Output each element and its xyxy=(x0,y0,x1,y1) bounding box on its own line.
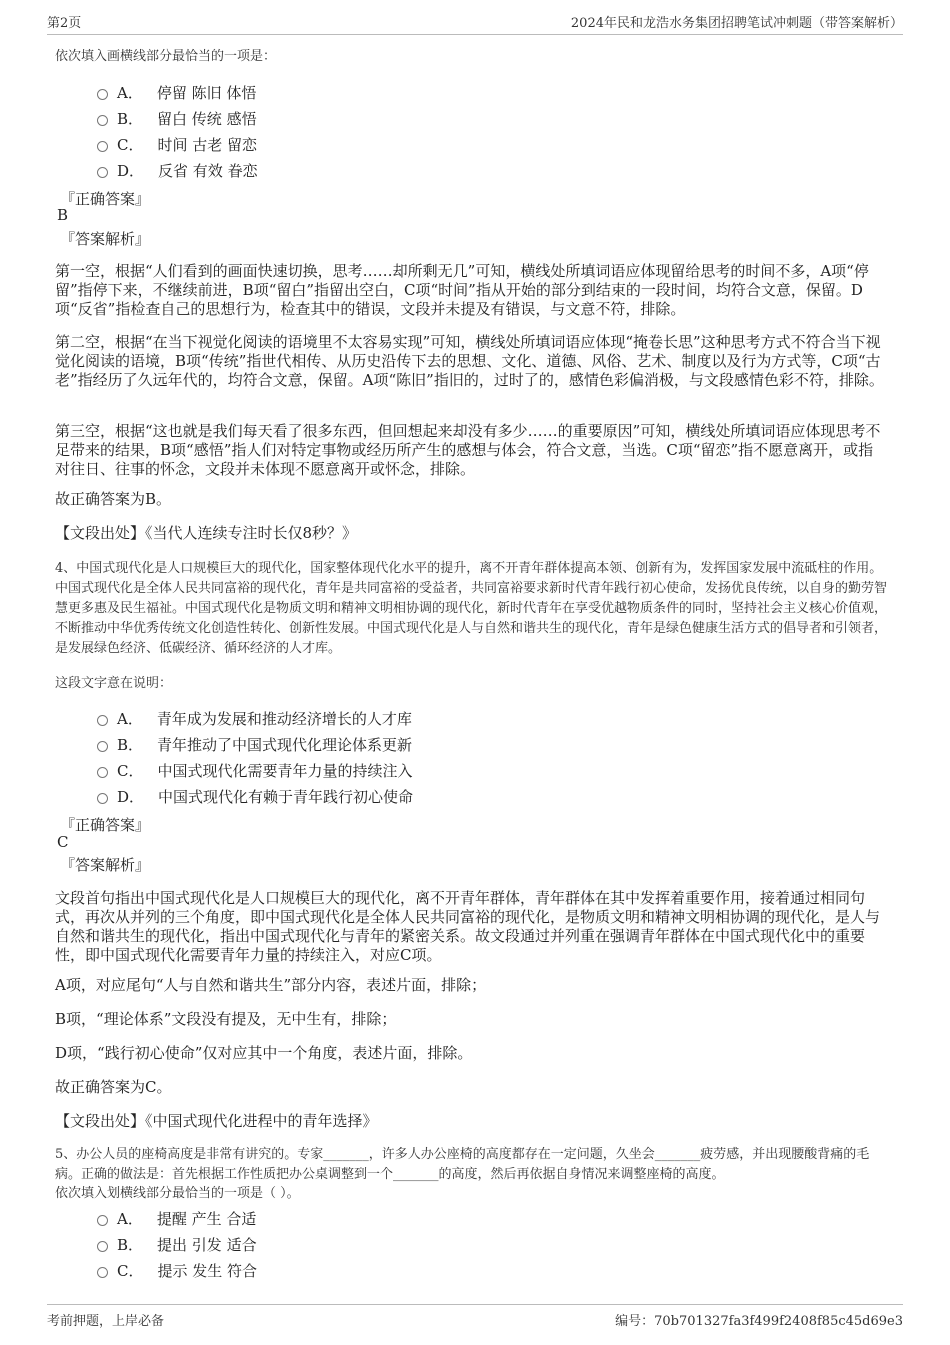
analysis-conclusion: 故正确答案为C。 xyxy=(55,1078,172,1096)
radio-icon[interactable] xyxy=(97,1241,108,1252)
q3-option-d[interactable]: D． 反省 有效 眷恋 xyxy=(97,160,258,181)
analysis-conclusion: 故正确答案为B。 xyxy=(55,490,172,508)
radio-icon[interactable] xyxy=(97,167,108,178)
analysis-paragraph: 文段首句指出中国式现代化是人口规模巨大的现代化，离不开青年群体，青年群体在其中发挥着重要作用，接着通过相同句式，再次从并列的三个角度，即中国式现代化是全体人民共同富裕的现代化，是物质文明和精神文明相协调的现代化，是人与自然和谐共生的现代化，指出中国式现代化与青年的紧密关系。故文段通过并列重在强调青年群体在中国式现代化中的重要性，即中国式现代化需要青年力量的持续注入，对应C项。 xyxy=(55,889,881,964)
radio-icon[interactable] xyxy=(97,89,108,100)
radio-icon[interactable] xyxy=(97,793,108,804)
analysis-paragraph: A项，对应尾句“人与自然和谐共生”部分内容，表述片面，排除； xyxy=(55,976,487,994)
q3-option-b[interactable]: B． 留白 传统 感悟 xyxy=(97,108,257,129)
q5-option-a[interactable]: A． 提醒 产生 合适 xyxy=(97,1208,256,1229)
page-header xyxy=(47,12,903,35)
analysis-paragraph: 第二空，根据“在当下视觉化阅读的语境里不太容易实现”可知，横线处所填词语应体现“掩卷长思”这种思考方式不符合当下视觉化阅读的语境，B项“传统”指世代相传、从历史沿传下去的思想、文化、道德、风俗、艺术、制度以及行为方式等，C项“古老”指经历了久远年代的，均符合文意，保留。A项“陈旧”指旧的，过时了的，感情色彩偏消极，与文段感情色彩不符，排除。 xyxy=(55,333,884,389)
radio-icon[interactable] xyxy=(97,1267,108,1278)
q4-option-c[interactable]: C． 中国式现代化需要青年力量的持续注入 xyxy=(97,760,413,781)
q3-prompt: 依次填入画横线部分最恰当的一项是： xyxy=(55,49,277,64)
analysis-label: 『答案解析』 xyxy=(60,230,151,248)
q4-option-d[interactable]: D． 中国式现代化有赖于青年践行初心使命 xyxy=(97,786,413,807)
radio-icon[interactable] xyxy=(97,741,108,752)
q5-option-c[interactable]: C． 提示 发生 符合 xyxy=(97,1260,257,1281)
footer-slogan: 考前押题，上岸必备 xyxy=(47,1314,165,1329)
analysis-paragraph: D项，“践行初心使命”仅对应其中一个角度，表述片面，排除。 xyxy=(55,1044,473,1062)
analysis-label: 『答案解析』 xyxy=(60,856,151,874)
q3-option-c[interactable]: C． 时间 古老 留恋 xyxy=(97,134,257,155)
analysis-paragraph: B项，“理论体系”文段没有提及，无中生有，排除； xyxy=(55,1010,397,1028)
radio-icon[interactable] xyxy=(97,767,108,778)
q4-stem: 4、中国式现代化是人口规模巨大的现代化，国家整体现代化水平的提升，离不开青年群体提高本领、创新有为，发挥国家发展中流砥柱的作用。中国式现代化是全体人民共同富裕的现代化，青年是共同富裕的受益者，共同富裕要求新时代青年践行初心使命，发扬优良传统，以自身的勤劳智慧更多惠及民生福祉。中国式现代化是物质文明和精神文明相协调的现代化，新时代青年在享受优越物质条件的同时，坚持社会主义核心价值观，不断推动中华优秀传统文化创造性转化、创新性发展。中国式现代化是人与自然和谐共生的现代化，青年是绿色健康生活方式的倡导者和引领者，是发展绿色经济、低碳经济、循环经济的人才库。 xyxy=(55,561,888,656)
answer-label: 『正确答案』 xyxy=(60,816,151,834)
answer-value: B xyxy=(57,206,69,224)
answer-label: 『正确答案』 xyxy=(60,190,151,208)
q3-option-a[interactable]: A． 停留 陈旧 体悟 xyxy=(97,82,256,103)
q4-prompt: 这段文字意在说明： xyxy=(55,676,173,691)
radio-icon[interactable] xyxy=(97,715,108,726)
radio-icon[interactable] xyxy=(97,141,108,152)
radio-icon[interactable] xyxy=(97,115,108,126)
analysis-paragraph: 第三空，根据“这也就是我们每天看了很多东西，但回想起来却没有多少……的重要原因”可知，横线处所填词语应体现思考不足带来的结果，B项“感悟”指人们对特定事物或经历所产生的感想与体会，符合文意，当选。C项“留恋”指不愿意离开，或指对往日、往事的怀念，文段并未体现不愿意离开或怀念，排除。 xyxy=(55,422,881,478)
q4-option-a[interactable]: A． 青年成为发展和推动经济增长的人才库 xyxy=(97,708,412,729)
document-title: 2024年民和龙浩水务集团招聘笔试冲刺题（带答案解析） xyxy=(570,16,903,31)
source-citation: 【文段出处】《当代人连续专注时长仅8秒？》 xyxy=(55,524,358,542)
document-id: 编号：70b701327fa3f499f2408f85c45d69e3 xyxy=(615,1314,903,1329)
analysis-paragraph: 第一空，根据“人们看到的画面快速切换，思考……却所剩无几”可知，横线处所填词语应体现留给思考的时间不多，A项“停留”指停下来，不继续前进，B项“留白”指留出空白，C项“时间”指从开始的部分到结束的一段时间，均符合文意，保留。D项“反省”指检查自己的思想行为，检查其中的错误，文段并未提及有错误，与文意不符，排除。 xyxy=(55,262,869,318)
q5-prompt: 依次填入划横线部分最恰当的一项是（ ）。 xyxy=(55,1186,300,1201)
answer-value: C xyxy=(57,833,69,851)
q5-stem: 5、办公人员的座椅高度是非常有讲究的。专家_______，许多人办公座椅的高度都存在一定问题，久坐会_______疲劳感，并出现腰酸背痛的毛病。正确的做法是：首先根据工作性质把办公桌调整到一个_______的高度，然后再依据自身情况来调整座椅的高度。 xyxy=(55,1147,870,1182)
source-citation: 【文段出处】《中国式现代化进程中的青年选择》 xyxy=(55,1112,378,1130)
q5-option-b[interactable]: B． 提出 引发 适合 xyxy=(97,1234,257,1255)
page-number: 第2页 xyxy=(47,16,82,31)
page-footer xyxy=(47,1304,903,1331)
q4-option-b[interactable]: B． 青年推动了中国式现代化理论体系更新 xyxy=(97,734,412,755)
radio-icon[interactable] xyxy=(97,1215,108,1226)
